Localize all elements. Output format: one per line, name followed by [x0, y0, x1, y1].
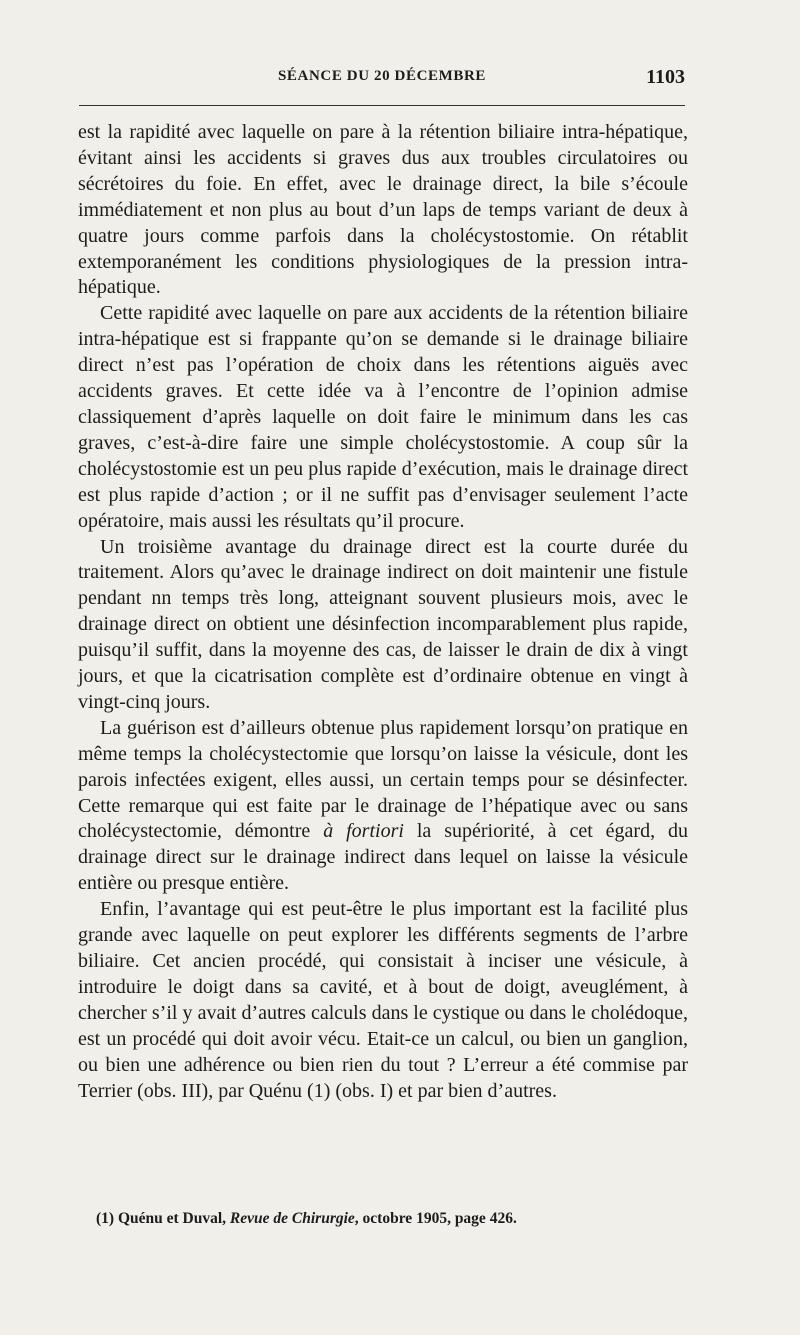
body-text — [78, 120, 688, 1104]
footnote-journal: Revue de Chirurgie — [229, 1210, 355, 1227]
paragraph-5: Enfin, l’avantage qui est peut-être le plus important est la facilité plus grande avec laquelle on peut explorer les différents segments de l’arbre biliaire. Cet ancien procédé, qui consistait à inciser une vésicule, à introduire le doigt dans sa cavité, et à bout de doigt, aveuglément, à chercher s’il y avait d’autres calculs dans le cystique ou dans le cholédoque, est un procédé qui doit avoir vécu. Etait-ce un calcul, ou bien un ganglion, ou bien une adhérence ou bien rien du tout ? L’erreur a été commise par Terrier (obs. III), par Quénu (1) (obs. I) et par bien d’autres. — [78, 898, 688, 1102]
paragraph-4-text-a: La guérison est d’ailleurs obtenue plus rapidement lorsqu’on pratique en même temps la cholécystectomie que lorsqu’on laisse la vésicule, dont les parois infectées exigent, elles aussi, un certain temps pour se désinfecter. Cette remarque qui est faite par le drainage de l’hépatique avec ou sans cholécystectomie, démontre — [78, 716, 688, 843]
footnote-text-a: (1) Quénu et Duval, — [96, 1210, 230, 1227]
footnote — [96, 1210, 676, 1228]
footnote-text-b: , octobre 1905, page 426. — [354, 1210, 517, 1227]
page-header — [79, 66, 685, 94]
paragraph-2: Cette rapidité avec laquelle on pare aux accidents de la rétention biliaire intra-hépatique est si frappante qu’on se demande si le drainage biliaire direct n’est pas l’opération de choix dans les rétentions aiguës avec accidents graves. Et cette idée va à l’encontre de l’opinion admise classiquement d’après laquelle on doit faire le minimum dans les cas graves, c’est-à-dire faire une simple cholécystostomie. A coup sûr la cholécystostomie est un peu plus rapide d’exécution, mais le drainage direct est plus rapide d’action ; or il ne suffit pas d’envisager seulement l’acte opératoire, mais aussi les résultats qu’il procure. — [78, 302, 688, 532]
page-number: 1103 — [646, 66, 685, 88]
italic-phrase: à fortiori — [323, 820, 404, 843]
header-rule — [79, 105, 685, 106]
paragraph-3: Un troisième avantage du drainage direct est la courte durée du traitement. Alors qu’avec le drainage indirect on doit maintenir une fistule pendant nn temps très long, atteignant souvent plusieurs mois, avec le drainage direct on obtient une désinfection incomparablement plus rapide, puisqu’il suffit, dans la moyenne des cas, de laisser le drain de dix à vingt jours, et que la cicatrisation complète est d’ordinaire obtenue en vingt à vingt-cinq jours. — [78, 535, 688, 713]
paragraph-4-text-b: la supériorité, à cet égard, du drainage direct sur le drainage indirect dans lequel on laisse la vésicule entière ou presque entière. — [78, 820, 689, 895]
running-head: SÉANCE DU 20 DÉCEMBRE — [277, 68, 487, 84]
paragraph-4 — [78, 716, 688, 897]
paragraph-1: est la rapidité avec laquelle on pare à la rétention biliaire intra-hépatique, évitant ainsi les accidents si graves dus aux troubles circulatoires ou sécrétoires du foie. En effet, avec le drainage direct, la bile s’écoule immédiatement et non plus au bout d’un laps de temps variant de deux à quatre jours comme parfois dans la cholécystostomie. On rétablit extemporanément les conditions physiologiques de la pression intra-hépatique. — [78, 121, 688, 299]
